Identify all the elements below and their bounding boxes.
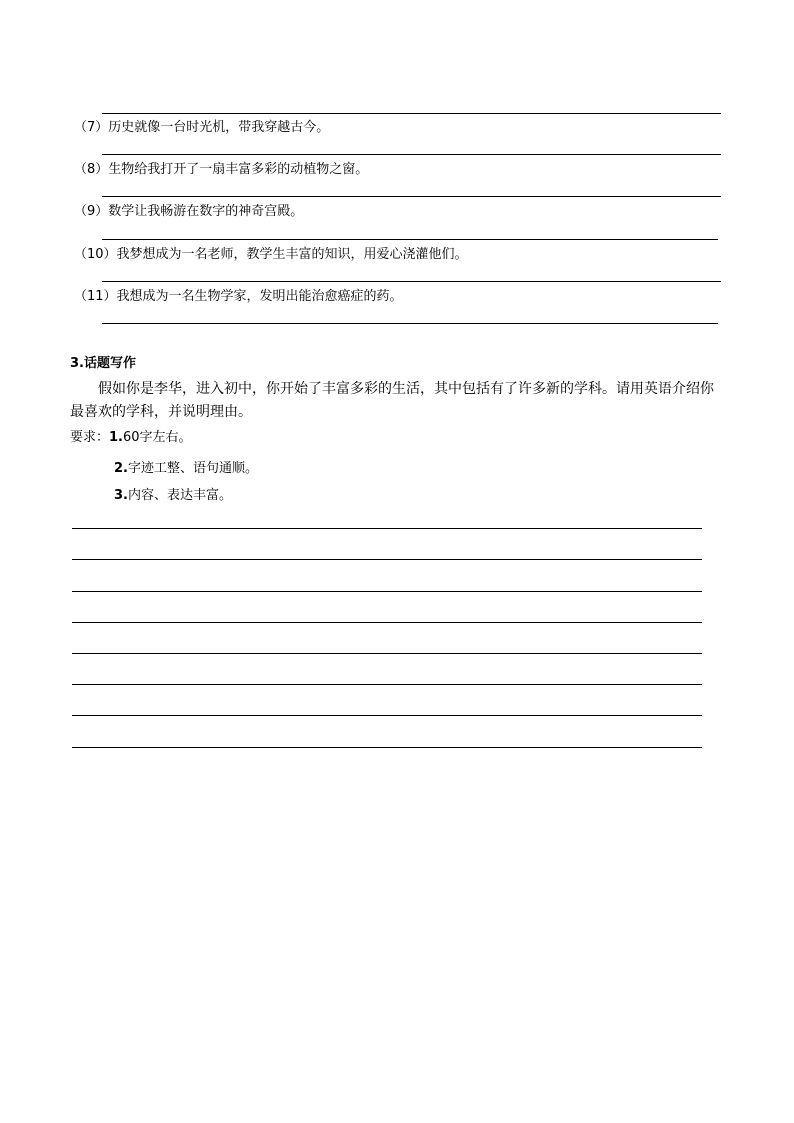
sentence-number: （9） [74,204,109,219]
writing-line [72,684,702,685]
requirement-2 [114,460,258,478]
writing-prompt: 假如你是李华，进入初中，你开始了丰富多彩的生活，其中包括有了许多新的学科。请用英语介绍你最喜欢的学科，并说明理由。 [70,381,714,420]
sentence-item-10 [74,246,468,264]
answer-line [102,281,721,282]
writing-line [72,528,702,529]
answer-line [102,154,721,155]
sentence-number: （8） [74,162,109,177]
requirement-text: 内容、表达丰富。 [127,488,232,503]
answer-line [102,323,718,324]
requirement-3 [114,487,232,505]
sentence-item-11 [74,288,403,306]
writing-line [72,653,702,654]
requirements-label: 要求： [70,430,110,445]
sentence-text: 我梦想成为一名老师，教学生丰富的知识，用爱心浇灌他们。 [116,247,468,262]
sentence-number: （7） [74,120,109,135]
answer-line [102,196,721,197]
writing-line [72,747,702,748]
sentence-item-9 [74,203,303,221]
writing-line [72,559,702,560]
requirement-number: 3. [114,488,128,503]
sentence-number: （11） [74,289,117,304]
section-heading: 3.话题写作 [70,356,136,371]
writing-line [72,715,702,716]
writing-line [72,622,702,623]
answer-line [102,239,718,240]
writing-line [72,591,702,592]
requirement-number: 2. [114,461,128,476]
sentence-item-7 [74,119,329,137]
requirement-1 [70,429,192,447]
sentence-item-8 [74,161,368,179]
sentence-text: 历史就像一台时光机，带我穿越古今。 [108,120,330,135]
requirement-text: 字迹工整、语句通顺。 [127,461,258,476]
sentence-text: 生物给我打开了一扇丰富多彩的动植物之窗。 [108,162,369,177]
requirement-text: 60字左右。 [123,430,192,445]
requirement-number: 1. [109,430,123,445]
sentence-number: （10） [74,247,117,262]
answer-line [102,113,721,114]
sentence-text: 数学让我畅游在数字的神奇宫殿。 [108,204,304,219]
sentence-text: 我想成为一名生物学家，发明出能治愈癌症的药。 [116,289,403,304]
